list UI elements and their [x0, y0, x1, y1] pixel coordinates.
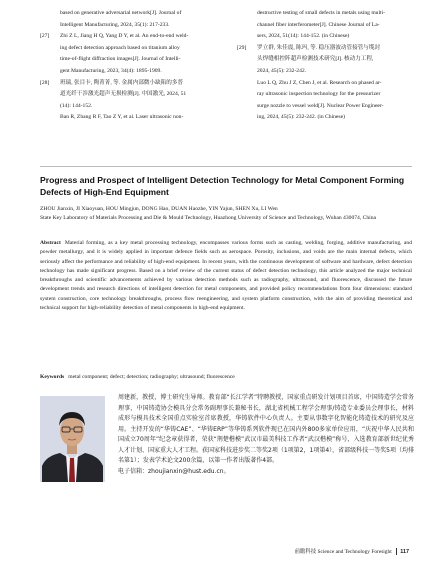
reference-number: [27] — [40, 33, 50, 40]
reference-line: Luo L Q, Zhu J Z, Chen J, et al. Research on phased ar- — [257, 79, 382, 86]
reference-line: ing, 2024, 45(5): 232-242. (in Chinese) — [257, 114, 345, 121]
keywords-text: metal component; defect; detection; radiography; ultrasound; fluorescence — [68, 374, 235, 380]
reference-line: ing defect detection approach based on titanium alloy — [60, 44, 180, 51]
reference-line: 罗立群, 朱佳震, 陈玛, 等. 稳压器波动管接管与缆封 — [257, 44, 381, 51]
reference-line: 头焊缝相控阵超声检测技术研究[J]. 核动力工程, — [257, 56, 374, 63]
reference-line: Ban R, Zhang R F, Tao Z Y, et al. Laser ultrasonic non- — [60, 114, 184, 121]
reference-line: 班瑞, 张目卡, 陶菁菁, 等. 金属内部微小缺陷的多普 — [60, 79, 184, 86]
reference-line: surge nozzle to vessel weld[J]. Nuclear Power Engineer- — [257, 102, 384, 109]
page-footer — [295, 548, 409, 556]
keywords — [40, 373, 412, 382]
reference-line: 2024, 45(5): 232-242. — [257, 67, 307, 74]
reference-line: (14): 144-152. — [60, 102, 93, 109]
reference-line: channel fiber interferometer[J]. Chinese Journal of La- — [257, 21, 380, 28]
reference-line: ray ultrasonic inspection technology for the pressurizer — [257, 91, 381, 98]
reference-line: based on generative adversarial network[J]. Journal of — [60, 10, 182, 16]
reference-line: Intelligent Manufacturing, 2024, 35(1): 217-233. — [60, 21, 170, 28]
abstract — [40, 239, 412, 313]
reference-number: [28] — [40, 79, 50, 86]
references-right-column — [237, 8, 412, 124]
abstract-label: Abstract — [40, 240, 61, 246]
author-bio — [118, 393, 414, 477]
reference-line: destructive testing of small defects in metals using multi- — [257, 10, 386, 16]
reference-item — [40, 8, 215, 31]
reference-number: [29] — [237, 44, 247, 51]
keywords-label: Keywords — [40, 374, 65, 380]
author-bio-text: 周建新，教授，博士研究生导师。教育部“长江学者”特聘教授，国家重点研发计划项目首席，中国铸造学会常务理事，中国铸造协会模具分会常务副理事长兼秘书长，湖北省机械工程学会理事/铸造专业委员会理事长，材料成形与模具技术全国重点实验室首席教授，华铸软件中心负责人。主要从事数字化智能化铸造技术的研究及应用。主持开发的“华铸CAE”、“华铸ERP”等华铸系列软件现已在国内外800多家单位应用，“庆祝中华人民共和国成立70周年”纪念章获得者，荣获“荆楚楷模”武汉市最美科技工作者“武汉楷模”称号，入选教育部新世纪优秀人才计划、国家重大人才工程。获国家科技进步奖二等奖2项（1项第2，1项第4），省部级科技一等奖5项（均排名第1）；发表学术论文200余篇，以第一作者出版著作4部。 — [118, 394, 414, 464]
author-email: 电子信箱：zhoujianxin@hust.edu.cn。 — [118, 467, 230, 475]
author-portrait-image — [40, 396, 105, 482]
reference-line: gent Manufacturing, 2023, 34(4): 1895-1909. — [60, 67, 162, 74]
reference-item — [40, 31, 215, 77]
paper-affiliation: State Key Laboratory of Materials Processing and Die & Mould Technology, Huazhong University of Science and Technology, Wuhan 430074, China — [40, 215, 376, 221]
journal-name: 前瞻科技 Science and Technology Foresight — [294, 549, 392, 555]
reference-line: Zhi Z L, Jiang H Q, Yang D Y, et al. An end-to-end weld- — [60, 33, 189, 40]
reference-item — [237, 43, 412, 124]
reference-item — [237, 8, 412, 43]
reference-line: sers, 2024, 51(14): 144-152. (in Chinese) — [257, 33, 350, 40]
reference-item — [40, 78, 215, 124]
paper-title: Progress and Prospect of Intelligent Detection Technology for Metal Component Forming Defects of High-End Equipment — [40, 175, 405, 197]
reference-line: time-of-flight diffraction images[J]. Journal of Intelli- — [60, 56, 181, 63]
references-left-column — [40, 8, 215, 124]
author-photo — [40, 396, 105, 482]
page-number: 117 — [400, 549, 409, 555]
abstract-text: Material forming, as a key metal processing technology, encompasses various forms such as casting, welding, forging, additive manufacturing, and powder metallurgy, and it is widely applied in important defence fields such as aerospace. Porosity, inclusions, and voids are the main internal defects, which seriously affect the performance and reliability of high-end equipment. In recent years, with the continuous development of software and hardware, defect detection technology has made significant progress. Based on a brief review of the current status of defect detection technology, this article analyzed the major technical breakthroughs and scientific advancements achieved by various detection methods such as radiography, ultrasound, and fluorescence, discussed the future development trends and research directions of intelligent detection for metal components, and provided policy recommendations from four dimensions: standard system construction, core technology breakthroughs, process flow reengineering, and system platform construction, with the aim of providing theoretical and technical support for high-reliability detection of metal components in high-end equipment. — [40, 240, 412, 312]
footer-separator — [396, 548, 397, 555]
reference-line: 道光纤干涉激光超声无损检测[J]. 中国激光, 2024, 51 — [60, 91, 187, 98]
section-divider — [40, 166, 412, 167]
paper-authors: ZHOU Jianxin, JI Xiaoyuan, HOU Mingjun, DONG Hao, DUAN Haozhe, YIN Yajun, SHEN Xu, LI Wen — [40, 206, 278, 212]
